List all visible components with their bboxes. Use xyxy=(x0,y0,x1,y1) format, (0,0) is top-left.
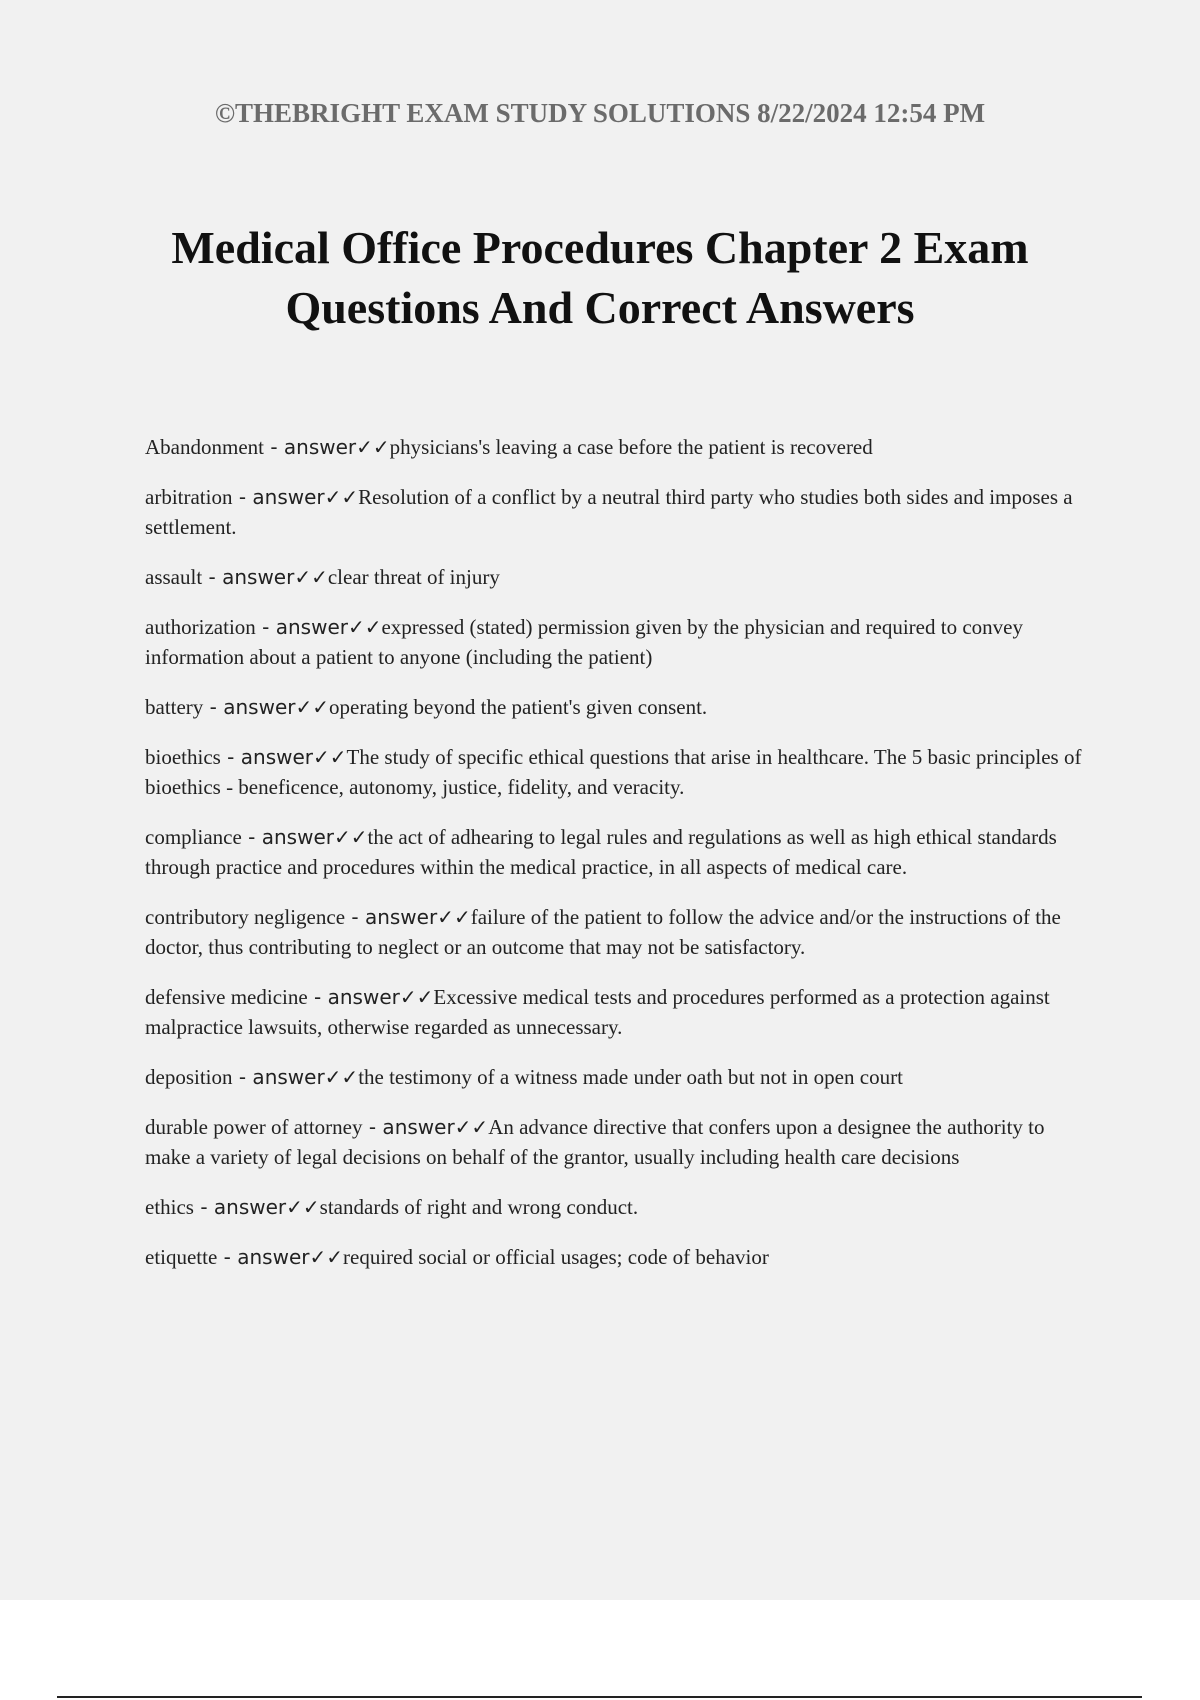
glossary-entry xyxy=(145,742,1085,802)
answer-separator: - answer✓✓ xyxy=(307,985,434,1009)
entry-definition: the testimony of a witness made under oath but not in open court xyxy=(358,1065,903,1089)
answer-separator: - answer✓✓ xyxy=(232,1065,359,1089)
glossary-entry xyxy=(145,562,1085,592)
glossary-entry xyxy=(145,432,1085,462)
answer-separator: - answer✓✓ xyxy=(241,825,368,849)
answer-separator: - answer✓✓ xyxy=(255,615,382,639)
entry-term: etiquette xyxy=(145,1245,218,1269)
entry-definition: required social or official usages; code of behavior xyxy=(343,1245,769,1269)
entry-term: deposition xyxy=(145,1065,233,1089)
entry-term: ethics xyxy=(145,1195,194,1219)
glossary-list xyxy=(145,432,1085,1292)
entry-term: Abandonment xyxy=(145,435,264,459)
entry-definition: An advance directive that confers upon a designee the authority to make a variety of legal decisions on behalf of the grantor, usually including health care decisions xyxy=(145,1115,1045,1169)
answer-separator: - answer✓✓ xyxy=(362,1115,489,1139)
entry-term: battery xyxy=(145,695,204,719)
glossary-entry xyxy=(145,612,1085,672)
entry-definition: expressed (stated) permission given by the physician and required to convey information about a patient to anyone (including the patient) xyxy=(145,615,1023,669)
entry-term: durable power of attorney xyxy=(145,1115,363,1139)
document-title: Medical Office Procedures Chapter 2 Exam Questions And Correct Answers xyxy=(171,222,1029,333)
page-divider xyxy=(57,1696,1142,1698)
entry-definition: Excessive medical tests and procedures performed as a protection against malpractice lawsuits, otherwise regarded as unnecessary. xyxy=(145,985,1050,1039)
entry-definition: standards of right and wrong conduct. xyxy=(319,1195,639,1219)
glossary-entry xyxy=(145,822,1085,882)
entry-term: compliance xyxy=(145,825,242,849)
glossary-entry xyxy=(145,1112,1085,1172)
answer-separator: - answer✓✓ xyxy=(217,1245,343,1269)
entry-definition: clear threat of injury xyxy=(327,565,500,589)
entry-definition: failure of the patient to follow the advice and/or the instructions of the doctor, thus contributing to neglect or an outcome that may not be satisfactory. xyxy=(145,905,1061,959)
page-header: ©THEBRIGHT EXAM STUDY SOLUTIONS 8/22/2024 12:54 PM xyxy=(214,98,986,128)
answer-separator: - answer✓✓ xyxy=(202,565,328,589)
glossary-entry xyxy=(145,482,1085,542)
glossary-entry xyxy=(145,982,1085,1042)
answer-separator: - answer✓✓ xyxy=(203,695,329,719)
answer-separator: - answer✓✓ xyxy=(345,905,471,929)
entry-term: bioethics xyxy=(145,745,221,769)
answer-separator: - answer✓✓ xyxy=(263,435,390,459)
glossary-entry xyxy=(145,902,1085,962)
answer-separator: - answer✓✓ xyxy=(193,1195,320,1219)
entry-term: authorization xyxy=(145,615,256,639)
entry-term: assault xyxy=(145,565,203,589)
entry-term: contributory negligence xyxy=(145,905,346,929)
entry-term: defensive medicine xyxy=(145,985,308,1009)
glossary-entry xyxy=(145,1062,1085,1092)
answer-separator: - answer✓✓ xyxy=(232,485,359,509)
entry-definition: operating beyond the patient's given consent. xyxy=(329,695,708,719)
entry-definition: physicians's leaving a case before the patient is recovered xyxy=(389,435,873,459)
entry-definition: the act of adhearing to legal rules and regulations as well as high ethical standards through practice and procedures within the medical practice, in all aspects of medical care. xyxy=(145,825,1057,879)
entry-definition: Resolution of a conflict by a neutral third party who studies both sides and imposes a settlement. xyxy=(145,485,1073,539)
glossary-entry xyxy=(145,692,1085,722)
entry-definition: The study of specific ethical questions that arise in healthcare. The 5 basic principles of bioethics - beneficence, autonomy, justice, fidelity, and veracity. xyxy=(145,745,1082,799)
entry-term: arbitration xyxy=(145,485,233,509)
glossary-entry xyxy=(145,1192,1085,1222)
glossary-entry xyxy=(145,1242,1085,1272)
answer-separator: - answer✓✓ xyxy=(220,745,347,769)
